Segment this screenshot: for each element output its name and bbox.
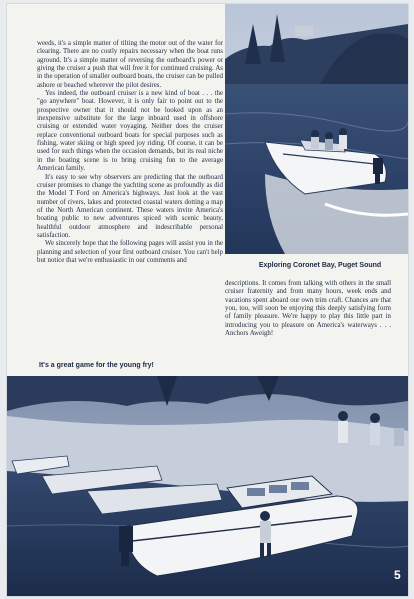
paragraph-3: It's easy to see why observers are predicting that the outboard cruiser promises to change the yachting scene as profoundly as did the Model T Ford on America's highways. Just look at the vast number of rivers, lakes and protected coastal waters dotting a map of the North American continent. These waters invite America's boating public to new adventures spiced with scenic beauty, healthful outdoor atmosphere and indescribable personal satisfaction.: [37, 173, 223, 239]
paragraph-1: weeds, it's a simple matter of tilting the motor out of the water for clearing. There are no costly repairs necessary when the boat runs aground. It's a simple matter of reversing the outboard's power or giving the cruiser a push that will free it for continued cruising. As in the operation of smaller outboard boats, the cruiser can be pulled ashore or beached wherever the pilot desires.: [37, 40, 223, 89]
paragraph-2: Yes indeed, the outboard cruiser is a new kind of boat . . . the "go anywhere" boat. However, it is only fair to point out to the prospective owner that it should not be looked upon as an inexpensive substitute for the large inboard used in offshore cruising or extended water voyaging. Neither does the cruiser replace conventional outboard boats for special purposes such as fishing, water skiing or high speed joy riding. Of course, it can be used for such things when the occasion demands, but its real niche in the boating scene is to bring cruising fun to the average American family.: [37, 90, 223, 173]
cruiser-bay-photo: [225, 4, 408, 254]
photo-tagline: It's a great game for the young fry!: [39, 362, 154, 369]
magazine-page: [7, 4, 408, 596]
beached-boats-photo: [7, 376, 408, 596]
left-text-column: [37, 40, 223, 265]
page-number: 5: [394, 568, 401, 582]
paragraph-5: descriptions. It comes from talking with others in the small cruiser fraternity and from many hours, week ends and vacations spent aboard our own trim craft. Chances are that you, too, will soon be enjoying this deeply satisfying form of family pleasure. We're happy to play this little part in introducing you to pleasure on America's waterways . . . Anchors Aweigh!: [225, 280, 391, 338]
paragraph-4: We sincerely hope that the following pages will assist you in the planning and selection of your first outboard cruiser. You can't help but notice that we're enthusiastic in our comments and: [37, 240, 223, 264]
right-text-column: [225, 280, 391, 338]
photo-caption: Exploring Coronet Bay, Puget Sound: [258, 262, 382, 269]
